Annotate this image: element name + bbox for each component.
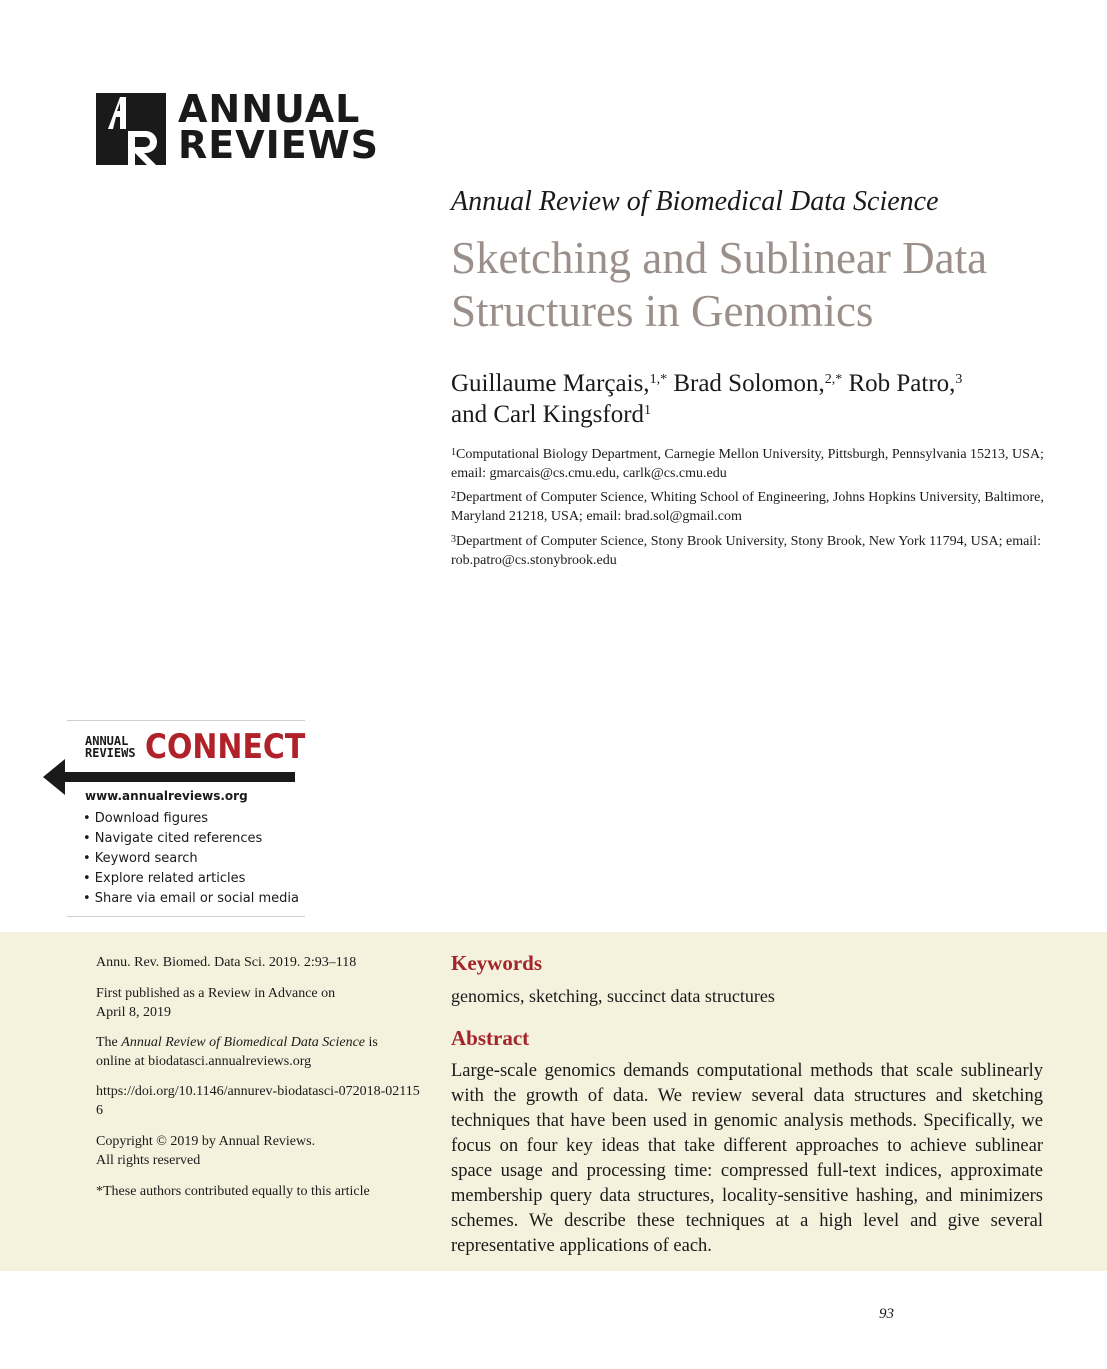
connect-small-line-2: REVIEWS bbox=[85, 746, 136, 760]
keywords-text: genomics, sketching, succinct data structures bbox=[451, 986, 775, 1006]
connect-feature-list bbox=[83, 809, 299, 909]
copyright bbox=[96, 1132, 426, 1170]
author-2: Brad Solomon, bbox=[667, 370, 825, 397]
affiliation-2 bbox=[451, 488, 1061, 526]
first-published: First published as a Review in Advance on April 8, 2019 bbox=[96, 986, 336, 1020]
affiliation-1-text: Computational Biology Department, Carnegie Mellon University, Pittsburgh, Pennsylvania 15213, USA; email: gmarcais@cs.cmu.edu, carlk@cs.cmu.edu bbox=[451, 447, 1044, 481]
author-3-sup: 3 bbox=[955, 372, 963, 387]
online-pre: The bbox=[96, 1035, 122, 1050]
annual-reviews-logo bbox=[96, 87, 380, 167]
author-list bbox=[451, 368, 1071, 430]
affiliation-3 bbox=[451, 532, 1061, 570]
logo-wordmark bbox=[178, 87, 380, 167]
affiliation-1 bbox=[451, 445, 1061, 483]
abstract-text: Large-scale genomics demands computational methods that scale sublinearly with the growth of data. We review several data structures and sketching techniques that have been used in genomic analysis methods. Specifically, we focus on four key ideas that take different approaches to achieve sublinear space usage and processing time: compressed full-text indices, approximate membership query data structures, locality-sensitive hashing, and minimizers schemes. We describe these techniques at a high level and give several representative applications of each. bbox=[451, 1061, 1043, 1256]
page-number: 93 bbox=[879, 1306, 894, 1322]
doi-link[interactable]: https://doi.org/10.1146/annurev-biodatasci-072018-021156 bbox=[96, 1084, 420, 1118]
author-1: Guillaume Marçais, bbox=[451, 370, 650, 397]
connect-item-keyword-search[interactable]: • Keyword search bbox=[83, 851, 198, 866]
logo-line-1: ANNUAL bbox=[178, 87, 361, 131]
connect-small-label bbox=[85, 735, 136, 759]
rights-line: All rights reserved bbox=[96, 1153, 201, 1168]
abstract-heading: Abstract bbox=[451, 1026, 530, 1050]
affiliation-3-sup: 3 bbox=[451, 534, 456, 545]
affiliation-2-text: Department of Computer Science, Whiting School of Engineering, Johns Hopkins University, Baltimore, Maryland 21218, USA; email: brad.sol@gmail.com bbox=[451, 490, 1044, 524]
ar-logo-mark bbox=[96, 93, 166, 165]
author-3: Rob Patro, bbox=[842, 370, 956, 397]
copyright-line: Copyright © 2019 by Annual Reviews. bbox=[96, 1134, 316, 1149]
author-2-sup: 2,* bbox=[824, 372, 843, 387]
connect-url-link[interactable]: www.annualreviews.org bbox=[85, 789, 248, 803]
affiliation-2-sup: 2 bbox=[451, 490, 456, 501]
connect-small-line-1: ANNUAL bbox=[85, 734, 129, 748]
author-4-sup: 1 bbox=[644, 403, 652, 418]
affiliation-3-text: Department of Computer Science, Stony Brook University, Stony Brook, New York 11794, USA; email: rob.patro@cs.stonybrook.edu bbox=[451, 534, 1041, 568]
logo-line-2: REVIEWS bbox=[178, 123, 380, 167]
online-info bbox=[96, 1033, 396, 1071]
connect-item-download-figures[interactable]: • Download figures bbox=[83, 811, 209, 826]
affiliation-1-sup: 1 bbox=[451, 447, 456, 458]
author-4: and Carl Kingsford bbox=[451, 401, 645, 428]
equal-contribution-note: *These authors contributed equally to this article bbox=[96, 1184, 370, 1199]
connect-title: CONNECT bbox=[145, 727, 306, 767]
citation: Annu. Rev. Biomed. Data Sci. 2019. 2:93–118 bbox=[96, 955, 357, 970]
connect-item-explore-articles[interactable]: • Explore related articles bbox=[83, 871, 246, 886]
connect-item-share[interactable]: • Share via email or social media bbox=[83, 891, 299, 906]
keywords-heading: Keywords bbox=[451, 951, 542, 975]
connect-box[interactable] bbox=[67, 720, 305, 917]
journal-name: Annual Review of Biomedical Data Science bbox=[451, 186, 939, 217]
online-post: is online at biodatasci.annualreviews.org bbox=[96, 1035, 378, 1069]
online-journal: Annual Review of Biomedical Data Science bbox=[121, 1035, 366, 1050]
author-1-sup: 1,* bbox=[649, 372, 668, 387]
article-title: Sketching and Sublinear Data Structures in Genomics bbox=[451, 233, 988, 336]
connect-item-navigate-references[interactable]: • Navigate cited references bbox=[83, 831, 263, 846]
